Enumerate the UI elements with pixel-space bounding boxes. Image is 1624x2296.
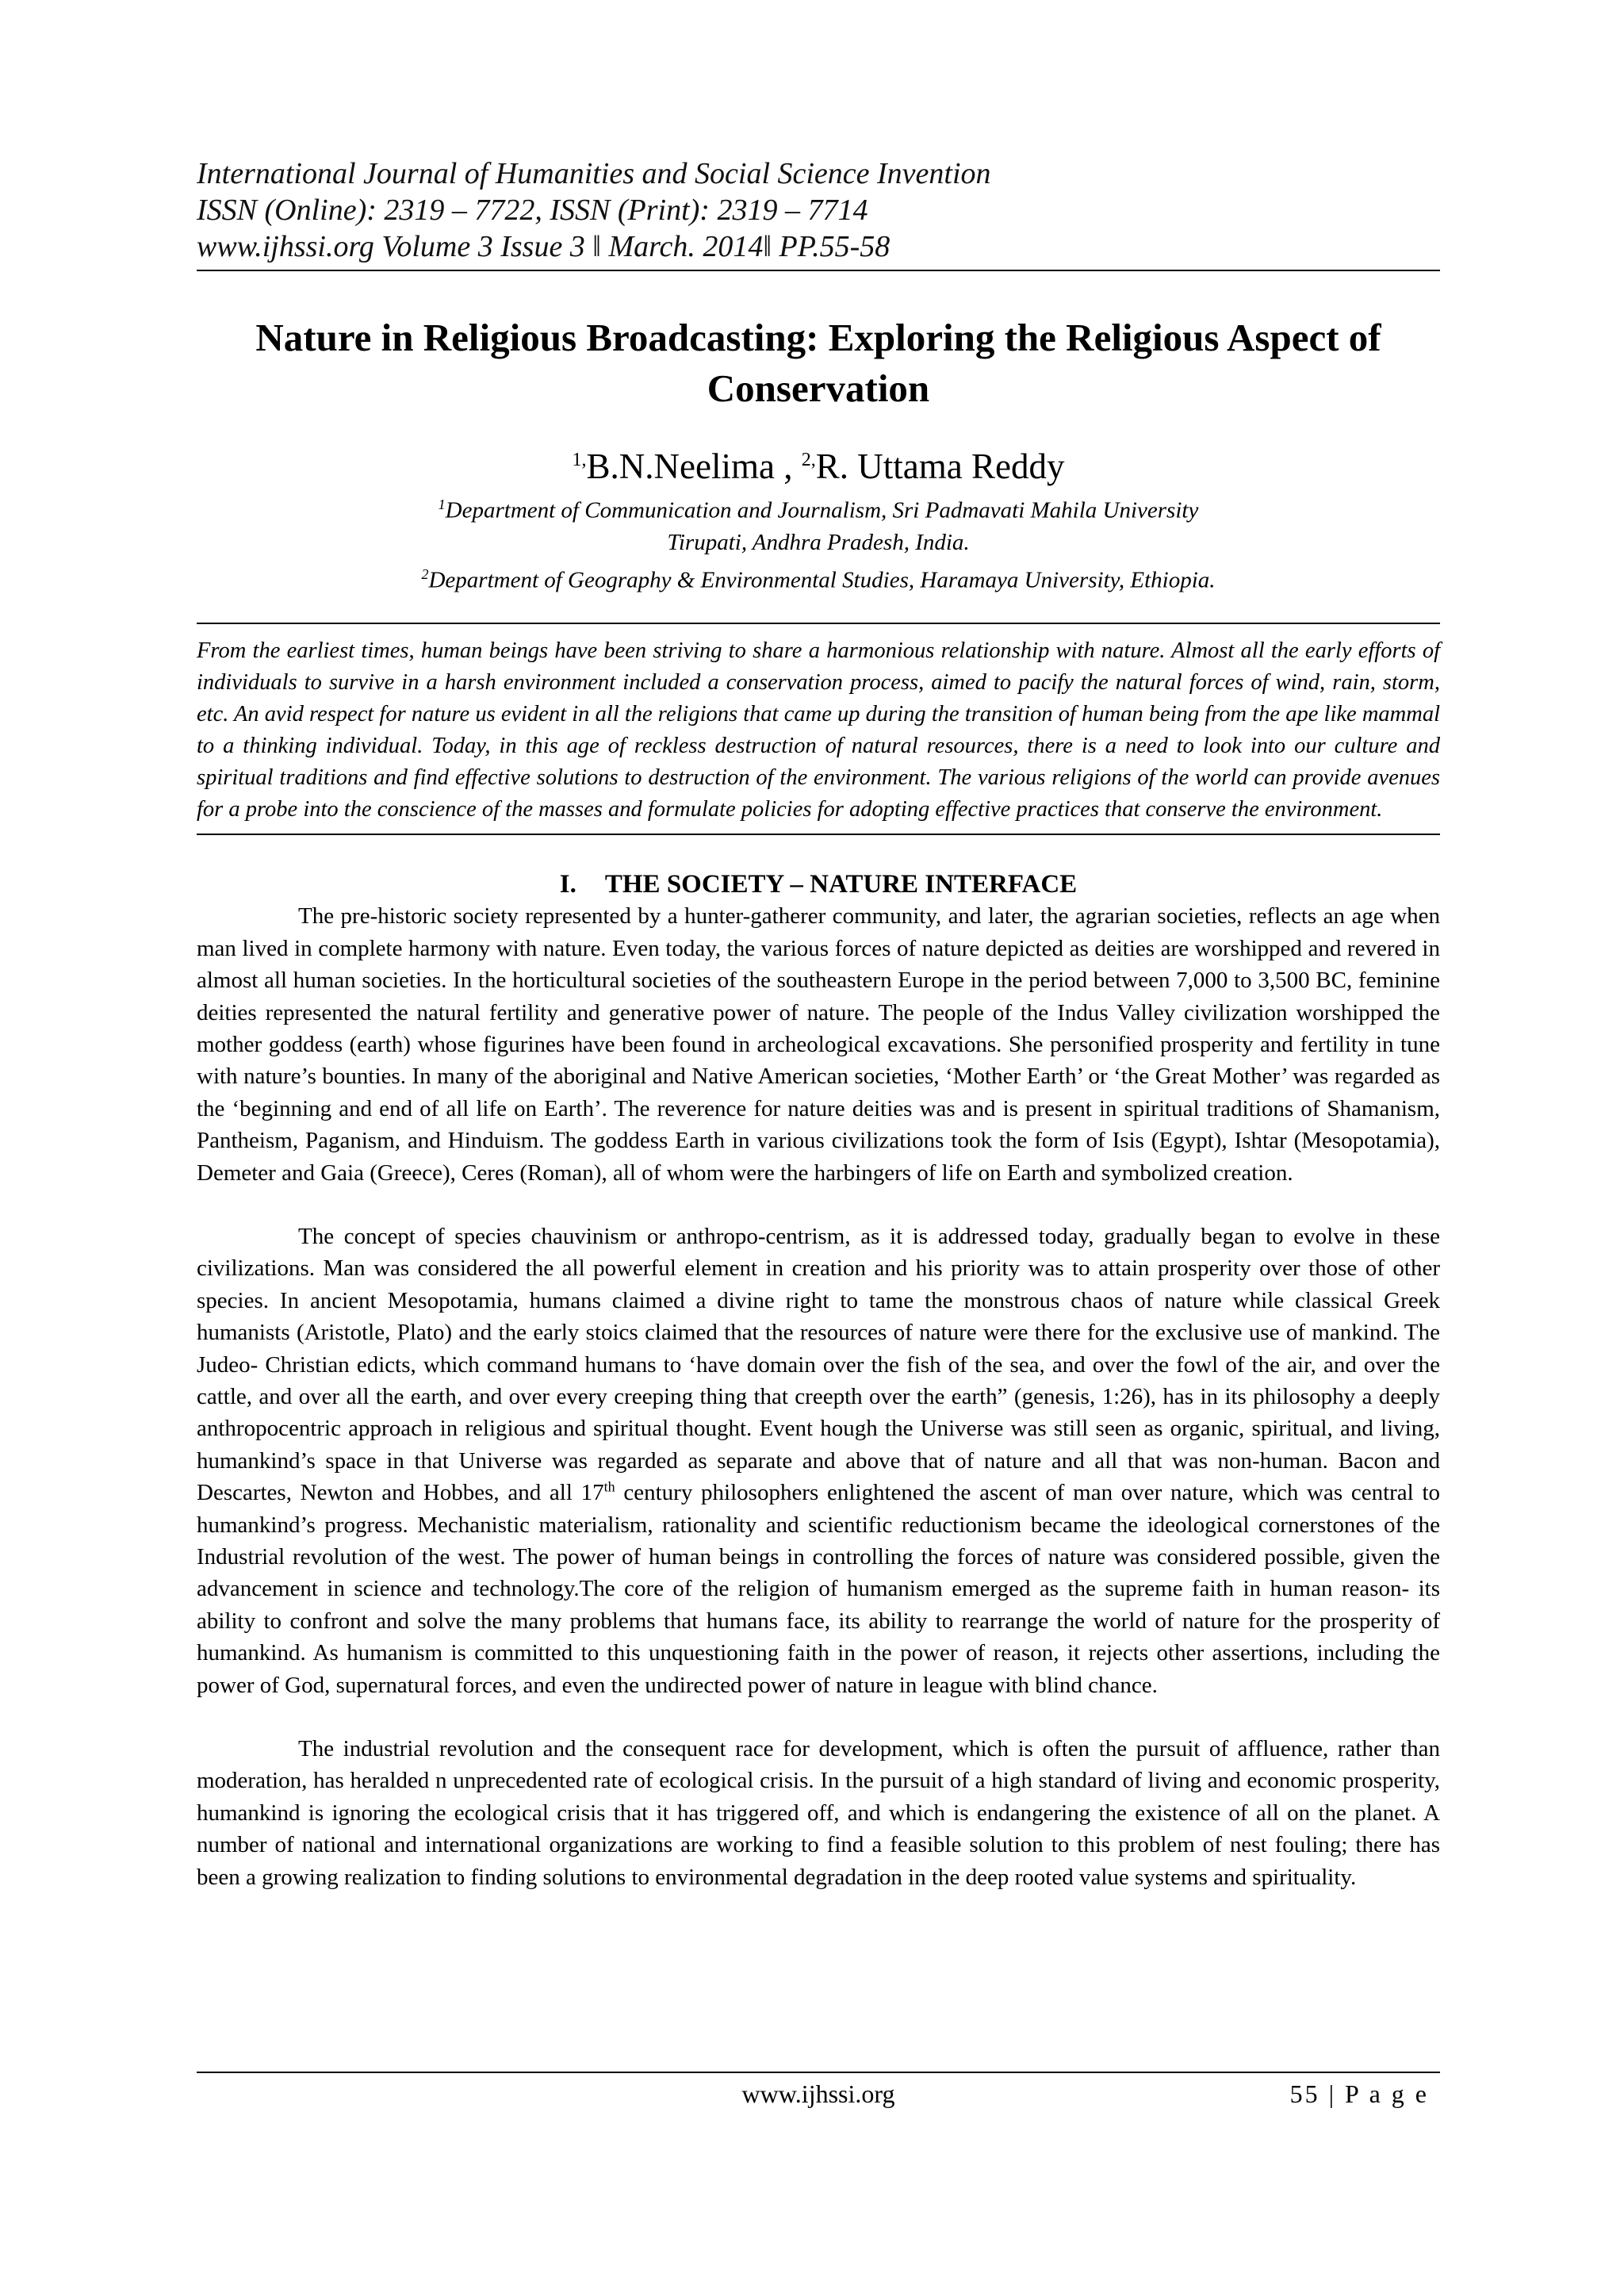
affiliation-1-line1: Department of Communication and Journalism, Sri Padmavati Mahila University [445, 497, 1199, 523]
section-heading [197, 868, 1440, 900]
journal-header [197, 155, 1440, 271]
author1-affiliation-marker: 1, [572, 450, 587, 470]
affiliation-2-marker: 2 [421, 565, 429, 582]
section-title: THE SOCIETY – NATURE INTERFACE [604, 870, 1078, 899]
page [197, 155, 1440, 1893]
author1-name: B.N.Neelima , [586, 447, 793, 486]
page-number: 55 | P a g e [1289, 2079, 1429, 2108]
journal-issue-info: www.ijhssi.org Volume 3 Issue 3 ǁ March. 2014ǁ PP.55-58 [197, 230, 891, 263]
affiliation-1 [197, 489, 1440, 558]
journal-issn: ISSN (Online): 2319 – 7722, ISSN (Print): 2319 – 7714 [197, 194, 868, 227]
author-list [197, 438, 1440, 489]
affiliation-2-text: Department of Geography & Environmental Studies, Haramaya University, Ethiopia. [428, 567, 1216, 593]
abstract: From the earliest times, human beings have been striving to share a harmonious relationship with nature. Almost all the early efforts of individuals to survive in a harsh environment included a conservation process, aimed to pacify the natural forces of wind, rain, storm, etc. An avid respect for nature us evident in all the religions that came up during the transition of human being from the ape like mammal to a thinking individual. Today, in this age of reckless destruction of natural resources, there is a need to look into our culture and spiritual traditions and find effective solutions to destruction of the environment. The various religions of the world can provide avenues for a probe into the conscience of the masses and formulate policies for adopting effective practices that conserve the environment. [197, 623, 1440, 835]
section-number: I. [559, 870, 576, 899]
body-paragraph-1: The pre-historic society represented by a hunter-gatherer community, and later, the agrarian societies, reflects an age when man lived in complete harmony with nature. Even today, the various forces of nature depicted as deities are worshipped and revered in almost all human societies. In the horticultural societies of the southeastern Europe in the period between 7,000 to 3,500 BC, feminine deities represented the natural fertility and generative power of nature. The people of the Indus Valley civilization worshipped the mother goddess (earth) whose figurines have been found in archeological excavations. She personified prosperity and fertility in tune with nature’s bounties. In many of the aboriginal and Native American societies, ‘Mother Earth’ or ‘the Great Mother’ was regarded as the ‘beginning and end of all life on Earth’. The reverence for nature deities was and is present in spiritual traditions of Shamanism, Pantheism, Paganism, and Hinduism. The goddess Earth in various civilizations took the form of Isis (Egypt), Ishtar (Mesopotamia), Demeter and Gaia (Greece), Ceres (Roman), all of whom were the harbingers of life on Earth and symbolized creation. [197, 903, 1440, 1186]
footer-website: www.ijhssi.org [741, 2079, 895, 2108]
affiliation-1-line2: Tirupati, Andhra Pradesh, India. [667, 529, 970, 555]
author2-affiliation-marker: 2, [801, 450, 816, 470]
superscript-th: th [603, 1478, 615, 1495]
author2-name: R. Uttama Reddy [815, 447, 1065, 486]
body-paragraph-2-text-a: The concept of species chauvinism or anthropo-centrism, as it is addressed today, gradually began to evolve in these civilizations. Man was considered the all powerful element in creation and his priority was to attain prosperity over those of other species. In ancient Mesopotamia, humans claimed a divine right to tame the monstrous chaos of nature while classical Greek humanists (Aristotle, Plato) and the early stoics claimed that the resources of nature were there for the exclusive use of mankind. The Judeo- Christian edicts, which command humans to ‘have domain over the fish of the sea, and over the fowl of the air, and over the cattle, and over all the earth, and over every creeping thing that creepth over the earth” (genesis, 1:26), has in its philosophy a deeply anthropocentric approach in religious and spiritual thought. Event hough the Universe was still seen as organic, spiritual, and living, humankind’s space in that Universe was regarded as separate and above that of nature and all that was non-human. Bacon and Descartes, Newton and Hobbes, and all 17 [197, 1223, 1440, 1506]
affiliation-2 [197, 558, 1440, 596]
body-paragraph-2 [197, 1221, 1440, 1701]
body-paragraph-2-text-b: century philosophers enlightened the ascent of man over nature, which was central to humankind’s progress. Mechanistic materialism, rationality and scientific reductionism became the ideological cornerstones of the Industrial revolution of the west. The power of human beings in controlling the forces of nature was considered possible, given the advancement in science and technology.The core of the religion of humanism emerged as the supreme faith in human reason- its ability to confront and solve the many problems that humans face, its ability to rearrange the world of nature for the prosperity of humankind. As humanism is committed to this unquestioning faith in the power of reason, it rejects other assertions, including the power of God, supernatural forces, and even the undirected power of nature in league with blind chance. [197, 1480, 1440, 1698]
paper-title: Nature in Religious Broadcasting: Exploring the Religious Aspect of Conservation [255, 316, 1381, 410]
page-footer [197, 2072, 1440, 2113]
journal-name: International Journal of Humanities and Social Science Invention [197, 157, 991, 190]
body-paragraph-3: The industrial revolution and the consequent race for development, which is often the pursuit of affluence, rather than moderation, has heralded n unprecedented rate of ecological crisis. In the pursuit of a high standard of living and economic prosperity, humankind is ignoring the ecological crisis that it has triggered off, and which is endangering the existence of all on the planet. A number of national and international organizations are working to find a feasible solution to this problem of nest fouling; there has been a growing realization to finding solutions to environmental degradation in the deep rooted value systems and spirituality. [197, 1736, 1440, 1890]
affiliation-1-marker: 1 [438, 496, 446, 512]
